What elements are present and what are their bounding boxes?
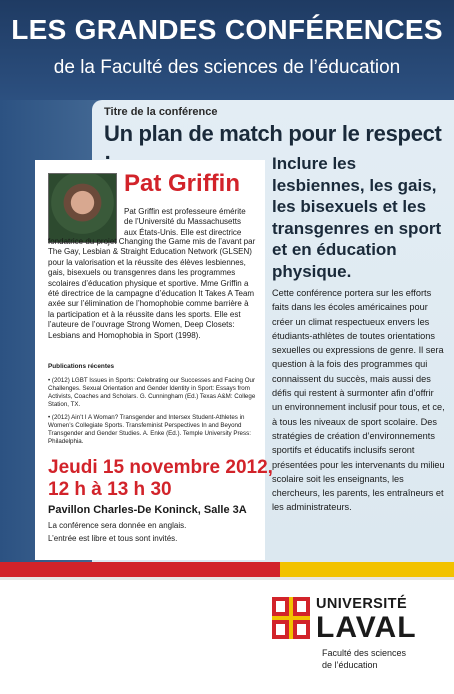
conference-subtitle: Inclure les lesbiennes, les gais, les bisexuels et les transgenres en sport et en éducation physique. — [272, 154, 442, 281]
event-time: 12 h à 13 h 30 — [48, 479, 172, 500]
conference-title: Un plan de match pour le respect — [104, 121, 442, 146]
faculty-name-line1: Faculté des sciences — [322, 648, 407, 658]
publication-item: • (2012) Ain’t I A Woman? Transgender and Intersex Student-Athletes in Women’s Collegiate Sports. Transfeminist Perspectives In and Beyond Transgender and Gender Studies. A. Enke (Ed.). Temple University Press: Philadelphia. — [48, 414, 251, 445]
university-name-line2: LAVAL — [316, 611, 417, 644]
divider — [0, 577, 454, 580]
conference-label: Titre de la conférence — [104, 106, 218, 118]
admission-note: L’entrée est libre et tous sont invités. — [48, 534, 178, 543]
university-name-line1: UNIVERSITÉ — [316, 596, 408, 612]
yellow-stripe — [280, 562, 454, 577]
faculty-name-line2: de l’éducation — [322, 660, 378, 670]
conference-description: Cette conférence portera sur les efforts faits dans les écoles américaines pour créer un climat respectueux envers les étudiants-athlètes de toutes orientations sexuelles ou expressions de genre. Il sera question à la fois des programmes qui connaissent du succès, mais aussi des défis qui restent à surmonter afin d’offrir un environnement inclusif pour tous, et ce, à tous les niveaux de sport scolaire. Des stratégies de création d’environnements sportifs et éducatifs inclusifs seront présentées pour les intervenants du milieu scolaire soit les enseignants, les chercheurs, les parents, les entraîneurs et les administrateurs. — [272, 288, 445, 513]
speaker-bio: fondatrice du projet Changing the Game mis de l’avant par The Gay, Lesbian & Straight Education Network (GLSEN) pour la valorisation et la réussite des élèves lesbiennes, gais, bisexuels ou transgenres dans les programmes scolaires d’éducation physique et sportive. Mme Griffin a été directrice de la campagne d’éducation It Takes A Team axée sur l’élimination de l’homophobie comme barrière à la participation et à la réussite dans les sports. Elle est l’auteure de l’ouvrage Strong Women, Deep Closets: Lesbians and Homophobia in Sport (1998). — [48, 237, 256, 340]
event-date: Jeudi 15 novembre 2012, — [48, 457, 273, 478]
speaker-photo — [48, 173, 117, 243]
page-title: LES GRANDES CONFÉRENCES — [11, 14, 443, 45]
university-shield-icon — [272, 597, 310, 639]
event-venue: Pavillon Charles-De Koninck, Salle 3A — [48, 504, 247, 516]
speaker-bio-intro: Pat Griffin est professeure émérite de l’Université du Massachusetts aux États-Unis. Elle est directrice — [124, 207, 246, 237]
page-subtitle: de la Faculté des sciences de l’éducation — [53, 57, 401, 78]
speaker-name: Pat Griffin — [124, 170, 241, 197]
publications-heading: Publications récentes — [48, 363, 115, 370]
publication-item: • (2012) LGBT Issues in Sports: Celebrating our Successes and Facing Our Challenges. Sexual Orientation and Gender Identity in Sport: Essays from Activists, Coaches and Scholars. G. Cunningham (Ed.) Texas A&M: College Station, TX. — [48, 377, 256, 408]
language-note: La conférence sera donnée en anglais. — [48, 521, 187, 530]
red-stripe — [0, 562, 280, 577]
